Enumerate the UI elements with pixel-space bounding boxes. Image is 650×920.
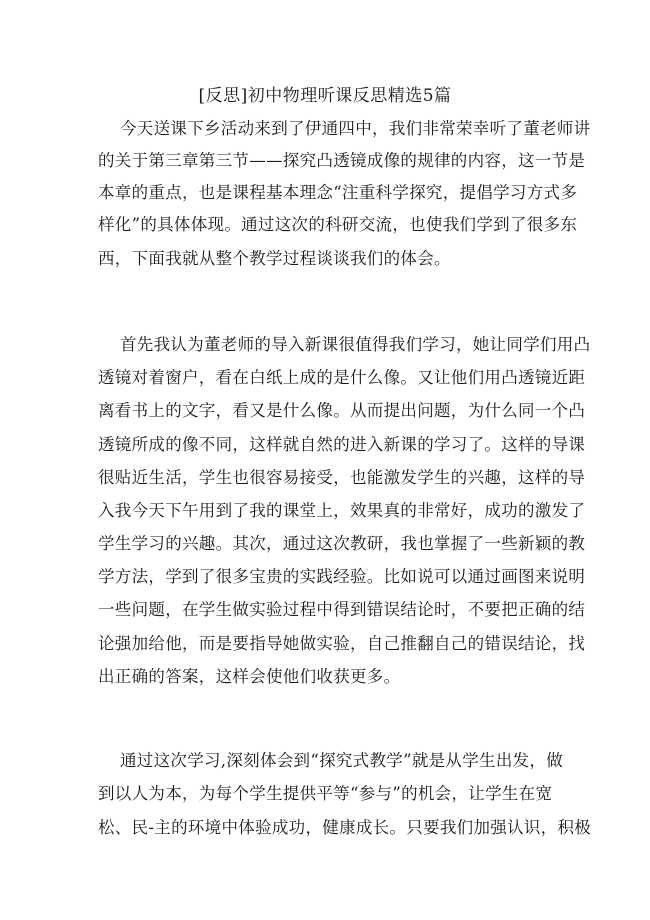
paragraph-2-line-7: 学生学习的兴趣。其次，通过这次教研，我也掌握了一些新颖的教 xyxy=(98,534,586,553)
paragraph-2-line-3: 离看书上的文字，看又是什么像。从而提出问题，为什么同一个凸 xyxy=(98,401,586,420)
paragraph-2-line-2: 透镜对着窗户，看在白纸上成的是什么像。又让他们用凸透镜近距 xyxy=(98,368,586,387)
document-title: [反思]初中物理听课反思精选5篇 xyxy=(198,86,452,106)
paragraph-2-line-8: 学方法，学到了很多宝贵的实践经验。比如说可以通过画图来说明 xyxy=(98,567,586,586)
paragraph-1-line-4: 样化”的具体体现。通过这次的科研交流，也使我们学到了很多东 xyxy=(98,215,578,234)
paragraph-1-line-3: 本章的重点，也是课程基本理念“注重科学探究，提倡学习方式多 xyxy=(98,183,578,202)
paragraph-2-line-9: 一些问题，在学生做实验过程中得到错误结论时，不要把正确的结 xyxy=(98,600,586,619)
paragraph-3-line-3: 松、民-主的环境中体验成功，健康成长。只要我们加强认识，积极 xyxy=(98,818,592,837)
paragraph-1-line-1: 今天送课下乡活动来到了伊通四中，我们非常荣幸听了董老师讲 xyxy=(120,119,591,138)
paragraph-2-line-10: 论强加给他，而是要指导她做实验，自己推翻自己的错误结论，找 xyxy=(98,634,586,653)
paragraph-2-line-11: 出正确的答案，这样会使他们收获更多。 xyxy=(98,667,401,686)
paragraph-1-line-2: 的关于第三章第三节——探究凸透镜成像的规律的内容，这一节是 xyxy=(98,151,586,170)
paragraph-2-line-1: 首先我认为董老师的导入新课很值得我们学习，她让同学们用凸 xyxy=(120,335,591,354)
paragraph-3-line-2: 到以人为本，为每个学生提供平等“参与”的机会，让学生在宽 xyxy=(98,784,553,803)
paragraph-2-line-5: 很贴近生活，学生也很容易接受，也能激发学生的兴趣，这样的导 xyxy=(98,468,586,487)
paragraph-1-line-5: 西，下面我就从整个教学过程谈谈我们的体会。 xyxy=(98,249,451,268)
paragraph-2-line-4: 透镜所成的像不同，这样就自然的进入新课的学习了。这样的导课 xyxy=(98,435,586,454)
paragraph-2-line-6: 入我今天下午用到了我的课堂上，效果真的非常好，成功的激发了 xyxy=(98,501,586,520)
paragraph-3-line-1: 通过这次学习,深刻体会到“探究式教学”就是从学生出发，做 xyxy=(120,751,564,770)
